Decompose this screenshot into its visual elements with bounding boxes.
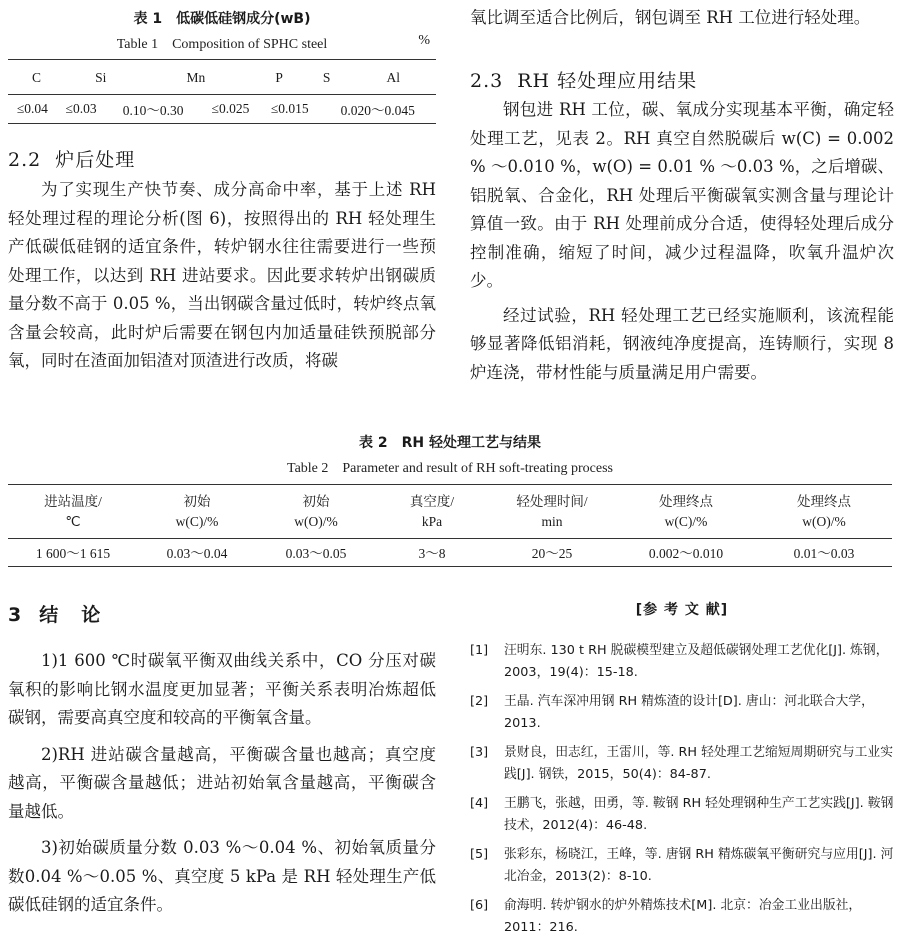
table1-cell: 0.020～0.045 [340,103,415,118]
table2-top-rule [8,484,892,485]
table2-mid-rule [8,538,892,539]
table2-caption-cn: 表 2 RH 轻处理工艺与结果 [359,435,541,451]
conclusion-item: 2)RH 进站碳含量越高，平衡碳含量也越高；真空度越高，平衡碳含量越低；进站初始氧含量越高，平衡碳含量越低。 [8,744,436,821]
table2-header: 初始 [183,494,211,509]
conclusion-item: 3)初始碳质量分数 0.03 %～0.04 %、初始氧质量分数0.04 %～0.05 %、真空度 5 kPa 是 RH 轻处理生产低碳低硅钢的适宜条件。 [8,838,436,914]
table1-cell: ≤0.025 [211,101,250,116]
section-number: 3 [8,604,24,626]
paragraph: 氧比调至适合比例后，钢包调至 RH 工位进行轻处理。 [470,8,871,27]
table2-bottom-rule [8,566,892,567]
table1-bottom-rule [8,123,436,124]
table1-cell: ≤0.03 [65,101,97,116]
references-heading: [参 考 文 献] [635,602,729,618]
table1-caption-cn: 表 1 低碳低硅钢成分(wB) [133,11,311,27]
table1-header: C [32,70,42,85]
paragraph: 钢包进 RH 工位，碳、氧成分实现基本平衡，确定轻处理工艺，见表 2。RH 真空自然脱碳后 w(C) = 0.002 % ～0.010 %，w(O) = 0.01 % ～0.03 %，之后增碳、铝脱氧、合金化，RH 处理后平衡碳氧实测含量与理论计算值一致。由于 RH 处理前成分合适，使得轻处理后成分控制准确，缩短了时间，减少过程温降，吹氧升温炉次少。 [470,100,894,290]
table2-header: min [541,514,563,529]
reference-number: [6] [470,898,489,913]
reference-text: 张彩东，杨晓江，王峰，等. 唐钢 RH 精炼碳氧平衡研究与应用[J]. 河北冶金，2013(2)：8-10. [504,847,894,884]
section-2-2-heading [8,145,436,172]
table2-cell: 0.01～0.03 [793,546,855,561]
table1-unit: % [418,33,430,48]
table1-header: S [322,70,331,85]
table2-cell: 1 600～1 615 [35,546,111,561]
table1-cell: ≤0.04 [16,101,48,116]
table1-cell: ≤0.015 [270,101,309,116]
table1-body [8,98,436,120]
table2-header: 处理终点 [797,494,851,509]
table2-header: 轻处理时间/ [516,494,588,509]
section-number: 2.2 [8,149,42,171]
conclusion-item: 1)1 600 ℃时碳氧平衡双曲线关系中，CO 分压对碳氧积的影响比钢水温度更加显著；平衡关系表明冶炼超低碳钢，需要高真空度和较高的平衡氧含量。 [8,651,436,727]
table1 [8,65,436,91]
table1-header-row [8,65,436,91]
table2-header: 处理终点 [659,494,713,509]
reference-number: [1] [470,643,489,658]
table2-header-row [8,511,892,533]
table2-header: w(O)/% [294,514,338,529]
reference-text: 王晶. 汽车深冲用钢 RH 精炼渣的设计[D]. 唐山：河北联合大学，2013. [504,694,874,731]
table1-row [8,98,436,120]
table2-cell: 3～8 [418,546,446,561]
section-number: 2.3 [470,70,504,92]
reference-number: [2] [470,694,489,709]
table2-header: ℃ [65,514,81,529]
table1-cell: 0.10～0.30 [122,103,184,118]
table1-top-rule [8,59,436,60]
table1-header: Mn [186,70,206,85]
reference-text: 汪明东. 130 t RH 脱碳模型建立及超低碳钢处理工艺优化[J]. 炼钢，2003，19(4)：15-18. [504,643,889,680]
section-title: 炉后处理 [55,149,136,171]
section-title: RH 轻处理应用结果 [517,70,698,92]
table1-caption-en: Table 1 Composition of SPHC steel [116,37,328,52]
table1-mid-rule [8,94,436,95]
table1-header: P [275,70,283,85]
table2-caption-en: Table 2 Parameter and result of RH soft-treating process [287,461,613,476]
table2-header: 进站温度/ [44,494,102,509]
table2 [8,489,892,533]
reference-number: [3] [470,745,489,760]
paragraph: 为了实现生产快节奏、成分高命中率，基于上述 RH 轻处理过程的理论分析(图 6)，按照得出的 RH 轻处理生产低碳低硅钢的适宜条件，转炉钢水往往需要进行一些预处理工作，以达到 RH 进站要求。因此要求转炉出钢碳质量分数不高于 0.05 %，当出钢碳含量过低时，转炉终点氧含量会较高，此时炉后需要在钢包内加适量硅铁预脱部分氧，同时在渣面加铝渣对顶渣进行改质，将碳 [8,180,436,370]
table2-cell: 0.03～0.04 [166,546,228,561]
conclusions [8,647,436,928]
reference-number: [4] [470,796,489,811]
table2-cell: 0.002～0.010 [648,546,724,561]
reference-item [470,895,894,939]
section-2-3-heading [470,66,894,93]
reference-number: [5] [470,847,489,862]
reference-item [470,691,894,735]
reference-item [470,640,894,684]
section-title: 结 论 [39,604,103,626]
reference-item [470,742,894,786]
reference-text: 王鹏飞，张越，田勇，等. 鞍钢 RH 轻处理钢种生产工艺实践[J]. 鞍钢技术，2012(4)：46-48. [504,796,894,833]
reference-item [470,844,894,888]
table2-body [8,541,892,563]
table2-header: w(C)/% [175,514,219,529]
table2-header: w(C)/% [664,514,708,529]
table2-header: kPa [421,514,443,529]
table2-header: 初始 [302,494,330,509]
reference-item [470,793,894,837]
table2-header-row [8,489,892,511]
table2-header: 真空度/ [409,494,455,509]
table1-header: Al [386,70,400,85]
section-2-3-body [470,96,894,387]
table2-cell: 20～25 [531,546,573,561]
paragraph: 经过试验，RH 轻处理工艺已经实施顺利，该流程能够显著降低铝消耗，钢液纯净度提高，连铸顺行，实现 8 炉连浇，带材性能与质量满足用户需要。 [470,305,894,382]
continuation-text [470,4,894,33]
table1-caption-en-row [8,33,436,53]
references-list [470,640,894,946]
reference-text: 景财良，田志红，王雷川，等. RH 轻处理工艺缩短周期研究与工业实践[J]. 钢铁，2015，50(4)：84-87. [504,745,894,782]
table2-header: w(O)/% [802,514,846,529]
reference-text: 俞海明. 转炉钢水的炉外精炼技术[M]. 北京：冶金工业出版社，2011：216. [504,898,862,935]
section-2-2-body [8,176,436,376]
table2-row [8,541,892,563]
section-3-heading [8,600,436,627]
table1-header: Si [95,70,107,85]
table2-cell: 0.03～0.05 [285,546,347,561]
